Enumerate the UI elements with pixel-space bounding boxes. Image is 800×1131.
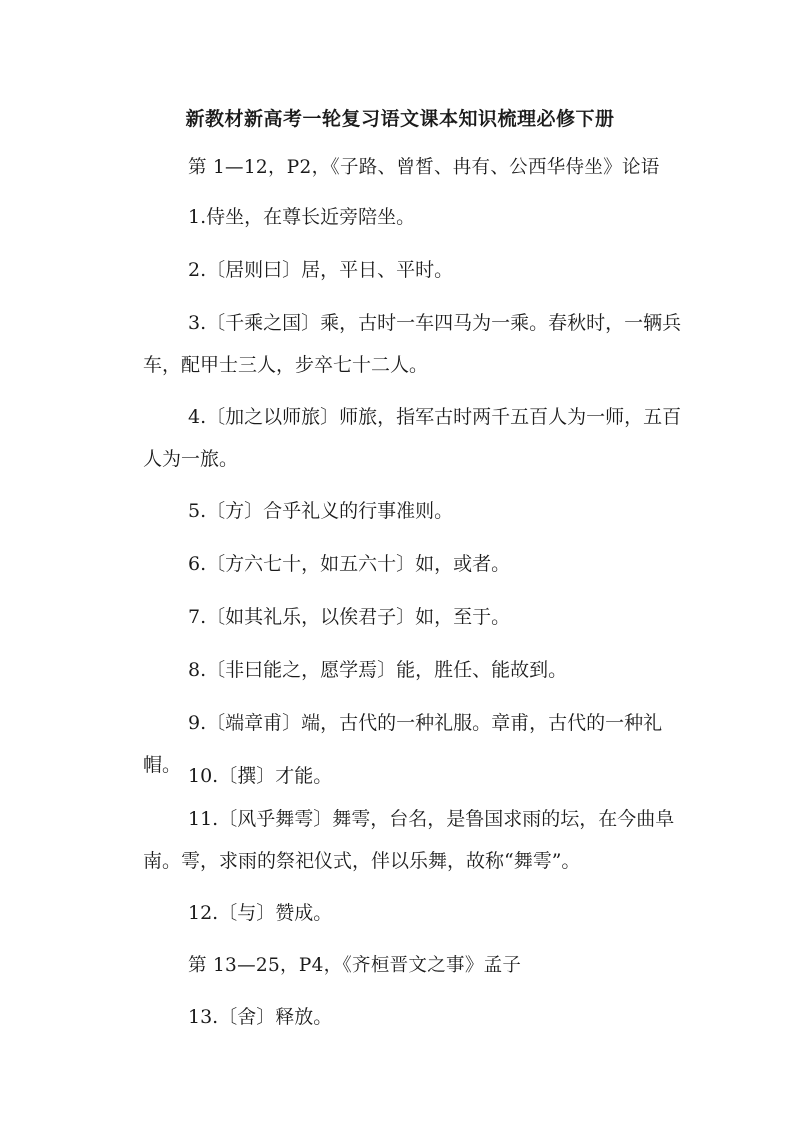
entry-11: 11.〔风乎舞雩〕舞雩，台名，是鲁国求雨的坛，在今曲阜南。雩，求雨的祭祀仪式，伴以乐舞，故称“舞雩”。 (143, 808, 675, 872)
entry-5: 5.〔方〕合乎礼义的行事准则。 (188, 500, 454, 522)
section-heading: 第 1—12，P2，《子路、曾皙、冉有、公西华侍坐》论语 (188, 157, 660, 178)
entry-8: 8.〔非曰能之，愿学焉〕能，胜任、能故到。 (188, 659, 568, 681)
document-title: 新教材新高考一轮复习语文课本知识梳理必修下册 (185, 108, 615, 130)
entry-10: 10.〔撰〕才能。 (188, 765, 333, 787)
entry-4: 4.〔加之以师旅〕师旅，指军古时两千五百人为一师，五百人为一旅。 (143, 406, 682, 470)
entry-2: 2.〔居则曰〕居，平日、平时。 (188, 259, 454, 281)
section-heading: 第 13—25，P4，《齐桓晋文之事》孟子 (188, 955, 522, 976)
entry-1: 1.侍坐，在尊长近旁陪坐。 (188, 206, 416, 228)
entry-13: 13.〔舍〕释放。 (188, 1006, 333, 1028)
entry-12: 12.〔与〕赞成。 (188, 902, 333, 924)
entry-9: 9.〔端章甫〕端，古代的一种礼服。章甫，古代的一种礼帽。 (143, 712, 663, 776)
entry-3: 3.〔千乘之国〕乘，古时一车四马为一乘。春秋时，一辆兵车，配甲士三人，步卒七十二人。 (143, 312, 682, 376)
entry-6: 6.〔方六七十，如五六十〕如，或者。 (188, 553, 511, 575)
entry-7: 7.〔如其礼乐，以俟君子〕如，至于。 (188, 606, 511, 628)
